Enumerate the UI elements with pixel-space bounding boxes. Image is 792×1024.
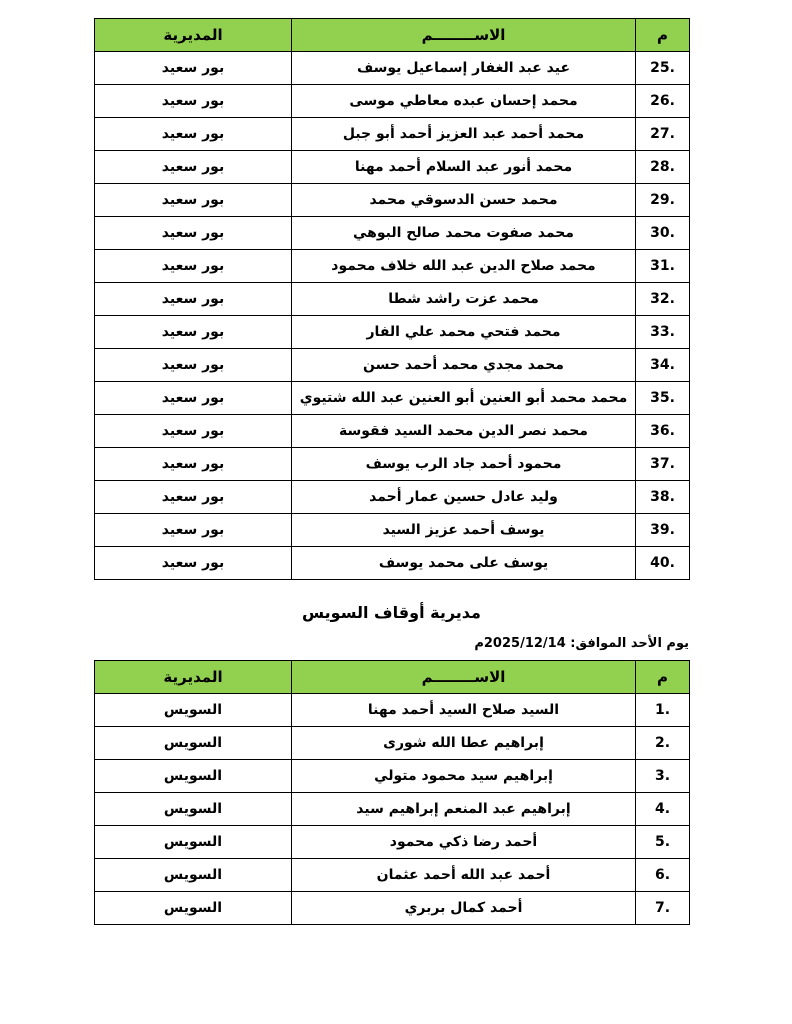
row-name: يوسف أحمد عزيز السيد	[292, 514, 636, 547]
row-directorate: بور سعيد	[95, 316, 292, 349]
row-directorate: السويس	[95, 793, 292, 826]
row-name: أحمد عبد الله أحمد عثمان	[292, 859, 636, 892]
table-row	[95, 52, 690, 85]
row-name: إبراهيم سيد محمود متولي	[292, 760, 636, 793]
table-row	[95, 184, 690, 217]
row-directorate: بور سعيد	[95, 52, 292, 85]
row-name: محمد مجدي محمد أحمد حسن	[292, 349, 636, 382]
row-number: 35.	[636, 382, 690, 415]
row-directorate: السويس	[95, 694, 292, 727]
table-row	[95, 514, 690, 547]
row-name: محمد حسن الدسوقي محمد	[292, 184, 636, 217]
row-directorate: بور سعيد	[95, 283, 292, 316]
table-row	[95, 448, 690, 481]
row-name: محمد صلاح الدين عبد الله خلاف محمود	[292, 250, 636, 283]
section-title: مديرية أوقاف السويس	[302, 603, 481, 622]
row-directorate: بور سعيد	[95, 481, 292, 514]
row-number: 26.	[636, 85, 690, 118]
row-number: 2.	[636, 727, 690, 760]
table-row	[95, 382, 690, 415]
row-name: أحمد رضا ذكي محمود	[292, 826, 636, 859]
row-number: 27.	[636, 118, 690, 151]
row-name: السيد صلاح السيد أحمد مهنا	[292, 694, 636, 727]
row-number: 32.	[636, 283, 690, 316]
row-directorate: بور سعيد	[95, 184, 292, 217]
row-directorate: بور سعيد	[95, 151, 292, 184]
row-number: 34.	[636, 349, 690, 382]
row-directorate: السويس	[95, 760, 292, 793]
row-directorate: بور سعيد	[95, 85, 292, 118]
header-number: م	[636, 661, 690, 694]
row-name: محمد أنور عبد السلام أحمد مهنا	[292, 151, 636, 184]
header-number: م	[636, 19, 690, 52]
row-name: محمد محمد أبو العنين أبو العنين عبد الله شتيوي	[292, 382, 636, 415]
table-row	[95, 217, 690, 250]
table-header-row	[95, 661, 690, 694]
date-line: يوم الأحد الموافق: 2025/12/14م	[474, 636, 689, 651]
row-name: محمد إحسان عبده معاطي موسى	[292, 85, 636, 118]
row-number: 4.	[636, 793, 690, 826]
row-number: 29.	[636, 184, 690, 217]
row-number: 40.	[636, 547, 690, 580]
table-row	[95, 151, 690, 184]
header-directorate: المديرية	[95, 661, 292, 694]
table-row	[95, 349, 690, 382]
row-number: 37.	[636, 448, 690, 481]
row-number: 38.	[636, 481, 690, 514]
row-number: 5.	[636, 826, 690, 859]
row-number: 6.	[636, 859, 690, 892]
row-name: وليد عادل حسين عمار أحمد	[292, 481, 636, 514]
table-row	[95, 892, 690, 925]
row-directorate: بور سعيد	[95, 514, 292, 547]
row-number: 31.	[636, 250, 690, 283]
row-number: 30.	[636, 217, 690, 250]
row-number: 36.	[636, 415, 690, 448]
table-row	[95, 118, 690, 151]
row-name: إبراهيم عطا الله شورى	[292, 727, 636, 760]
row-directorate: السويس	[95, 859, 292, 892]
row-number: 39.	[636, 514, 690, 547]
row-name: محمد أحمد عبد العزيز أحمد أبو جبل	[292, 118, 636, 151]
table-row	[95, 547, 690, 580]
row-name: إبراهيم عبد المنعم إبراهيم سيد	[292, 793, 636, 826]
table-row	[95, 283, 690, 316]
table-row	[95, 415, 690, 448]
row-name: محمود أحمد جاد الرب يوسف	[292, 448, 636, 481]
table-row	[95, 727, 690, 760]
header-name: الاســــــــم	[292, 19, 636, 52]
row-directorate: بور سعيد	[95, 382, 292, 415]
table-row	[95, 316, 690, 349]
header-name: الاســــــــم	[292, 661, 636, 694]
table-row	[95, 250, 690, 283]
row-number: 1.	[636, 694, 690, 727]
row-number: 33.	[636, 316, 690, 349]
row-directorate: بور سعيد	[95, 217, 292, 250]
row-number: 25.	[636, 52, 690, 85]
header-directorate: المديرية	[95, 19, 292, 52]
row-directorate: بور سعيد	[95, 448, 292, 481]
table-row	[95, 85, 690, 118]
row-directorate: بور سعيد	[95, 415, 292, 448]
row-directorate: السويس	[95, 892, 292, 925]
row-number: 28.	[636, 151, 690, 184]
row-name: محمد نصر الدين محمد السيد فقوسة	[292, 415, 636, 448]
row-directorate: السويس	[95, 727, 292, 760]
row-directorate: السويس	[95, 826, 292, 859]
row-directorate: بور سعيد	[95, 547, 292, 580]
table-row	[95, 694, 690, 727]
table-row	[95, 481, 690, 514]
row-number: 3.	[636, 760, 690, 793]
row-name: محمد عزت راشد شطا	[292, 283, 636, 316]
row-directorate: بور سعيد	[95, 118, 292, 151]
table-row	[95, 760, 690, 793]
row-number: 7.	[636, 892, 690, 925]
table-header-row	[95, 19, 690, 52]
row-name: محمد صفوت محمد صالح البوهي	[292, 217, 636, 250]
table-row	[95, 826, 690, 859]
table-row	[95, 859, 690, 892]
portsaid-roster-table	[94, 18, 690, 580]
table-row	[95, 793, 690, 826]
row-directorate: بور سعيد	[95, 349, 292, 382]
suez-roster-table	[94, 660, 690, 925]
row-directorate: بور سعيد	[95, 250, 292, 283]
row-name: أحمد كمال بربري	[292, 892, 636, 925]
row-name: عيد عبد الغفار إسماعيل يوسف	[292, 52, 636, 85]
row-name: محمد فتحي محمد علي الفار	[292, 316, 636, 349]
row-name: يوسف على محمد يوسف	[292, 547, 636, 580]
